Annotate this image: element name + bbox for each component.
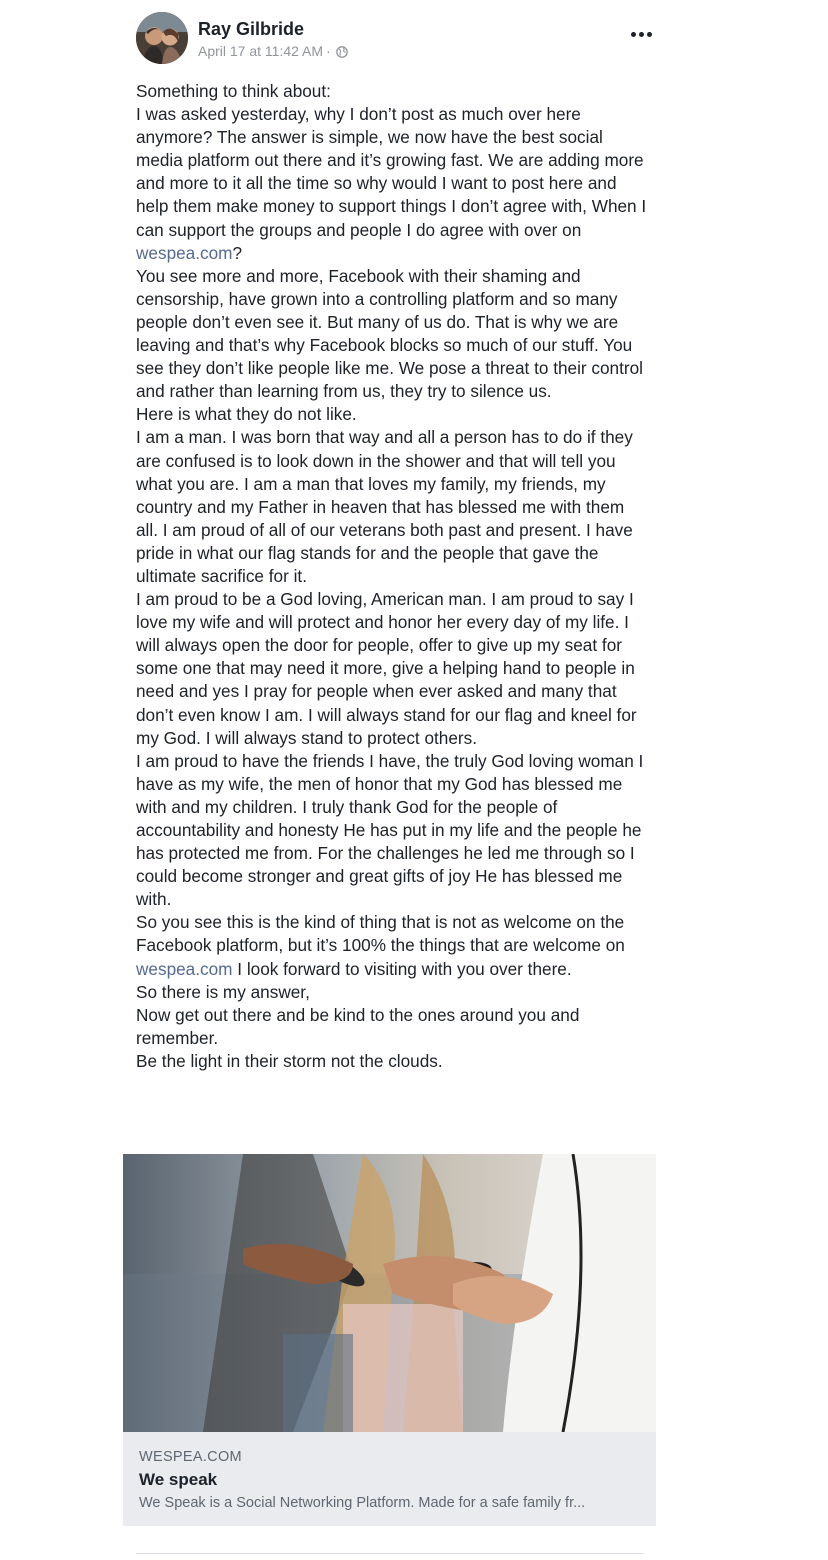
post-paragraph: I am proud to have the friends I have, the truly God loving woman I have as my wife, the men of honor that my God has blessed me with and my children. I truly thank God for the people of accountability and honesty He has put in my life and the people he has protected me from. For the challenges he led me through so I could become stronger and great gifts of joy He has blessed me with. xyxy=(136,750,644,910)
link-title[interactable]: We speak xyxy=(139,1470,218,1489)
paragraph-text: So you see this is the kind of thing that is not as welcome on the Facebook platform, but it’s 100% the things that are welcome on xyxy=(136,912,625,956)
avatar-image xyxy=(136,12,188,64)
post-body xyxy=(136,80,648,1073)
post-paragraph: Something to think about: xyxy=(136,81,331,101)
globe-icon[interactable] xyxy=(336,45,348,57)
post-timestamp[interactable]: April 17 at 11:42 AM xyxy=(198,43,324,59)
wespea-link[interactable]: wespea.com xyxy=(136,242,233,263)
dot xyxy=(631,32,636,37)
meta-separator: · xyxy=(326,43,331,59)
post-meta xyxy=(198,43,348,59)
dot xyxy=(647,32,652,37)
paragraph-text: I was asked yesterday, why I don’t post as much over here anymore? The answer is simple, we now have the best social media platform out there and it’s growing fast. We are adding more and more to it all the time so why would I want to post here and help them make money to support things I don’t agree with, When I can support the groups and people I do agree with over on xyxy=(136,104,647,240)
more-options-icon[interactable] xyxy=(626,22,656,46)
paragraph-text: I look forward to visiting with you over there. xyxy=(232,958,572,979)
dot xyxy=(639,32,644,37)
post-header xyxy=(136,12,656,64)
link-description: We Speak is a Social Networking Platform. Made for a safe family fr... xyxy=(139,1495,586,1511)
author-name[interactable]: Ray Gilbride xyxy=(198,19,305,39)
post-paragraph: So there is my answer, xyxy=(136,981,310,1002)
link-preview-image[interactable] xyxy=(123,1154,656,1432)
link-domain: WESPEA.COM xyxy=(139,1449,242,1465)
post-paragraph: Be the light in their storm not the clouds. xyxy=(136,1050,443,1071)
post-paragraph: Now get out there and be kind to the ones around you and remember. xyxy=(136,1004,580,1048)
post-paragraph: I am a man. I was born that way and all a person has to do if they are confused is to look down in the shower and that will tell you what you are. I am a man that loves my family, my friends, my country and my Father in heaven that has blessed me with them all. I am proud of all of our veterans both past and present. I have pride in what our flag stands for and the people that gave the ultimate sacrifice for it. xyxy=(136,427,633,586)
post-paragraph: You see more and more, Facebook with their shaming and censorship, have grown into a controlling platform and so many people don’t even see it. But many of us do. That is why we are leaving and that’s why Facebook blocks so much of our stuff. You see they don’t like people like me. We pose a threat to their control and rather than learning from us, they try to silence us. xyxy=(136,265,643,402)
link-preview-footer[interactable] xyxy=(123,1432,656,1526)
post xyxy=(123,0,656,1560)
post-paragraph xyxy=(136,911,648,980)
post-paragraph xyxy=(136,103,648,265)
link-preview-card[interactable] xyxy=(123,1154,656,1526)
wespea-link[interactable]: wespea.com xyxy=(136,958,233,979)
post-divider xyxy=(136,1553,643,1554)
avatar[interactable] xyxy=(136,12,188,64)
post-paragraph: I am proud to be a God loving, American man. I am proud to say I love my wife and will protect and honor her every day of my life. I will always open the door for people, offer to give up my seat for some one that may need it more, give a helping hand to people in need and yes I pray for people when ever asked and many that don’t even know I am. I will always stand for our flag and kneel for my God. I will always stand to protect others. xyxy=(136,589,637,748)
paragraph-text: ? xyxy=(232,242,243,263)
post-paragraph: Here is what they do not like. xyxy=(136,404,357,425)
